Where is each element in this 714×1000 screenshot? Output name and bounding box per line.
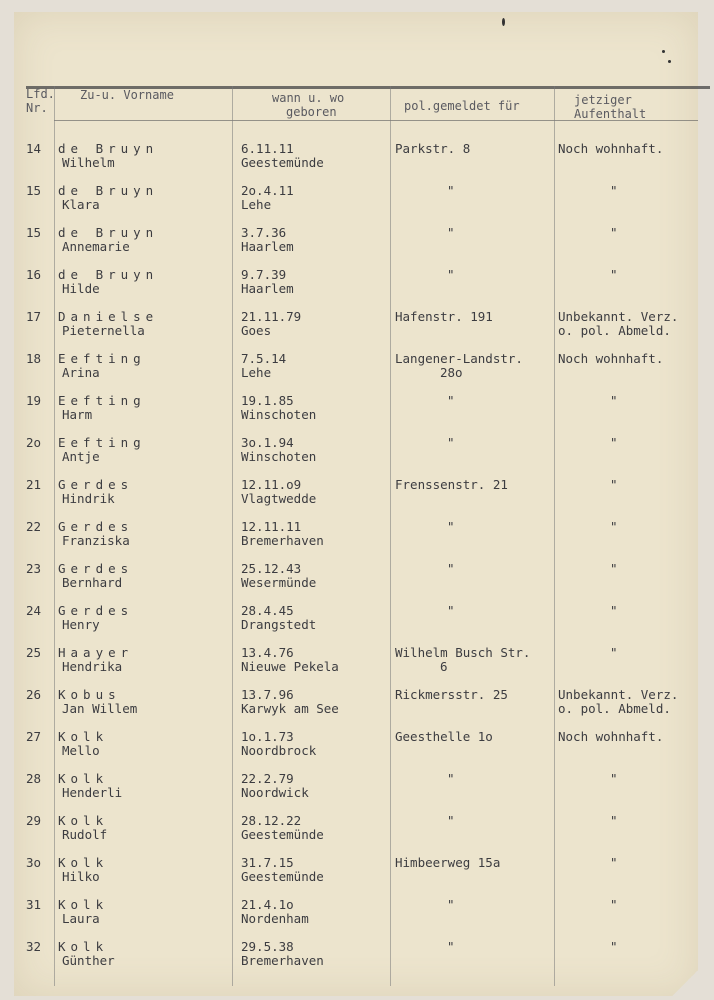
birth-place: Geestemünde	[241, 155, 324, 170]
address-line1: "	[447, 435, 455, 450]
row-number: 32	[26, 939, 42, 954]
birth-place: Nordenham	[241, 911, 309, 926]
birth-date: 28.12.22	[241, 813, 302, 828]
header-address: pol.gemeldet für	[404, 99, 520, 113]
first-name: Günther	[62, 953, 115, 968]
birth-place: Nieuwe Pekela	[241, 659, 339, 674]
residence-line1: "	[610, 561, 618, 576]
birth-place: Lehe	[241, 197, 272, 212]
birth-place: Lehe	[241, 365, 272, 380]
last-name: de Bruyn	[58, 141, 159, 156]
residence-line1: "	[610, 939, 618, 954]
first-name: Hilde	[62, 281, 100, 296]
row-number: 26	[26, 687, 42, 702]
first-name: Mello	[62, 743, 100, 758]
birth-date: 29.5.38	[241, 939, 294, 954]
last-name: Gerdes	[58, 561, 134, 576]
residence-line1: "	[610, 267, 618, 282]
last-name: de Bruyn	[58, 183, 159, 198]
address-line1: "	[447, 393, 455, 408]
first-name: Annemarie	[62, 239, 130, 254]
header-birth-line1: wann u. wo	[272, 91, 345, 105]
table-row	[14, 934, 698, 976]
last-name: Kolk	[58, 813, 109, 828]
first-name: Rudolf	[62, 827, 108, 842]
address-line1: "	[447, 183, 455, 198]
table-row	[14, 850, 698, 892]
table-row	[14, 598, 698, 640]
residence-line1: Noch wohnhaft.	[558, 141, 664, 156]
row-number: 15	[26, 225, 42, 240]
row-number: 14	[26, 141, 42, 156]
birth-place: Bremerhaven	[241, 533, 324, 548]
address-line2: 28o	[440, 365, 463, 380]
residence-line1: "	[610, 225, 618, 240]
row-number: 18	[26, 351, 42, 366]
last-name: Eefting	[58, 435, 146, 450]
table-row	[14, 682, 698, 724]
birth-date: 28.4.45	[241, 603, 294, 618]
address-line1: "	[447, 225, 455, 240]
address-line1: "	[447, 813, 455, 828]
last-name: Gerdes	[58, 477, 134, 492]
first-name: Franziska	[62, 533, 130, 548]
last-name: Gerdes	[58, 519, 134, 534]
residence-line1: "	[610, 519, 618, 534]
residence-line1: "	[610, 813, 618, 828]
last-name: Haayer	[58, 645, 134, 660]
row-number: 23	[26, 561, 42, 576]
first-name: Hilko	[62, 869, 100, 884]
table-row	[14, 472, 698, 514]
last-name: Gerdes	[58, 603, 134, 618]
birth-date: 6.11.11	[241, 141, 294, 156]
residence-line1: Unbekannt. Verz.	[558, 309, 679, 324]
table-row	[14, 640, 698, 682]
birth-date: 21.11.79	[241, 309, 302, 324]
birth-date: 25.12.43	[241, 561, 302, 576]
row-number: 25	[26, 645, 42, 660]
last-name: Kobus	[58, 687, 121, 702]
table-row	[14, 892, 698, 934]
first-name: Klara	[62, 197, 100, 212]
residence-line1: "	[610, 393, 618, 408]
residence-line1: "	[610, 183, 618, 198]
birth-place: Haarlem	[241, 281, 294, 296]
birth-date: 12.11.o9	[241, 477, 302, 492]
residence-line1: "	[610, 603, 618, 618]
row-number: 15	[26, 183, 42, 198]
first-name: Bernhard	[62, 575, 123, 590]
first-name: Henry	[62, 617, 100, 632]
birth-date: 31.7.15	[241, 855, 294, 870]
birth-place: Haarlem	[241, 239, 294, 254]
birth-place: Geestemünde	[241, 827, 324, 842]
first-name: Pieternella	[62, 323, 145, 338]
last-name: Kolk	[58, 897, 109, 912]
birth-date: 13.4.76	[241, 645, 294, 660]
last-name: de Bruyn	[58, 267, 159, 282]
first-name: Henderli	[62, 785, 123, 800]
birth-place: Goes	[241, 323, 272, 338]
table-row	[14, 346, 698, 388]
table-row	[14, 514, 698, 556]
address-line1: Rickmersstr. 25	[395, 687, 508, 702]
birth-date: 19.1.85	[241, 393, 294, 408]
birth-place: Vlagtwedde	[241, 491, 317, 506]
birth-date: 7.5.14	[241, 351, 287, 366]
birth-place: Winschoten	[241, 407, 317, 422]
address-line1: "	[447, 897, 455, 912]
ink-speck	[662, 50, 665, 53]
address-line2: 6	[440, 659, 448, 674]
row-number: 21	[26, 477, 42, 492]
first-name: Wilhelm	[62, 155, 115, 170]
address-line1: "	[447, 939, 455, 954]
table-row	[14, 178, 698, 220]
residence-line1: "	[610, 897, 618, 912]
birth-date: 3.7.36	[241, 225, 287, 240]
first-name: Hindrik	[62, 491, 115, 506]
residence-line2: o. pol. Abmeld.	[558, 323, 671, 338]
last-name: Danielse	[58, 309, 159, 324]
address-line1: Himbeerweg 15a	[395, 855, 501, 870]
birth-date: 2o.4.11	[241, 183, 294, 198]
last-name: Eefting	[58, 351, 146, 366]
row-number: 24	[26, 603, 42, 618]
last-name: Kolk	[58, 939, 109, 954]
header-residence-line2: Aufenthalt	[574, 107, 647, 121]
first-name: Hendrika	[62, 659, 123, 674]
birth-date: 12.11.11	[241, 519, 302, 534]
birth-place: Bremerhaven	[241, 953, 324, 968]
table-row	[14, 808, 698, 850]
row-number: 27	[26, 729, 42, 744]
birth-date: 21.4.1o	[241, 897, 294, 912]
row-number: 22	[26, 519, 42, 534]
table-row	[14, 724, 698, 766]
residence-line1: "	[610, 855, 618, 870]
birth-date: 22.2.79	[241, 771, 294, 786]
header-birth-line2: geboren	[286, 105, 337, 119]
header-nr-line1: Lfd.	[26, 87, 55, 101]
address-line1: Parkstr. 8	[395, 141, 471, 156]
last-name: Kolk	[58, 771, 109, 786]
birth-place: Wesermünde	[241, 575, 317, 590]
table-row	[14, 766, 698, 808]
residence-line1: "	[610, 645, 618, 660]
birth-place: Noordbrock	[241, 743, 317, 758]
birth-date: 13.7.96	[241, 687, 294, 702]
birth-place: Geestemünde	[241, 869, 324, 884]
row-number: 28	[26, 771, 42, 786]
table-row	[14, 430, 698, 472]
last-name: Kolk	[58, 855, 109, 870]
residence-line1: Noch wohnhaft.	[558, 729, 664, 744]
address-line1: "	[447, 267, 455, 282]
ink-speck	[502, 18, 505, 26]
row-number: 29	[26, 813, 42, 828]
birth-place: Karwyk am See	[241, 701, 339, 716]
row-number: 2o	[26, 435, 42, 450]
header-residence-line1: jetziger	[574, 93, 632, 107]
address-line1: "	[447, 561, 455, 576]
address-line1: "	[447, 603, 455, 618]
address-line1: Geesthelle 1o	[395, 729, 493, 744]
address-line1: Hafenstr. 191	[395, 309, 493, 324]
ink-speck	[668, 60, 671, 63]
address-line1: Wilhelm Busch Str.	[395, 645, 531, 660]
table-row	[14, 262, 698, 304]
birth-place: Drangstedt	[241, 617, 317, 632]
first-name: Harm	[62, 407, 93, 422]
birth-place: Noordwick	[241, 785, 309, 800]
row-number: 3o	[26, 855, 42, 870]
residence-line2: o. pol. Abmeld.	[558, 701, 671, 716]
header-nr-line2: Nr.	[26, 101, 48, 115]
table-row	[14, 304, 698, 346]
address-line1: Frenssenstr. 21	[395, 477, 508, 492]
first-name: Antje	[62, 449, 100, 464]
document-page	[14, 12, 698, 996]
residence-line1: "	[610, 477, 618, 492]
table-row	[14, 388, 698, 430]
residence-line1: "	[610, 771, 618, 786]
birth-date: 1o.1.73	[241, 729, 294, 744]
birth-date: 3o.1.94	[241, 435, 294, 450]
first-name: Arina	[62, 365, 100, 380]
first-name: Laura	[62, 911, 100, 926]
last-name: Eefting	[58, 393, 146, 408]
residence-line1: Noch wohnhaft.	[558, 351, 664, 366]
residence-line1: Unbekannt. Verz.	[558, 687, 679, 702]
residence-line1: "	[610, 435, 618, 450]
row-number: 16	[26, 267, 42, 282]
address-line1: Langener-Landstr.	[395, 351, 523, 366]
table-row	[14, 136, 698, 178]
address-line1: "	[447, 519, 455, 534]
header-name: Zu-u. Vorname	[80, 88, 174, 102]
row-number: 17	[26, 309, 42, 324]
last-name: de Bruyn	[58, 225, 159, 240]
last-name: Kolk	[58, 729, 109, 744]
row-number: 31	[26, 897, 42, 912]
address-line1: "	[447, 771, 455, 786]
birth-place: Winschoten	[241, 449, 317, 464]
table-row	[14, 220, 698, 262]
birth-date: 9.7.39	[241, 267, 287, 282]
table-row	[14, 556, 698, 598]
first-name: Jan Willem	[62, 701, 138, 716]
row-number: 19	[26, 393, 42, 408]
